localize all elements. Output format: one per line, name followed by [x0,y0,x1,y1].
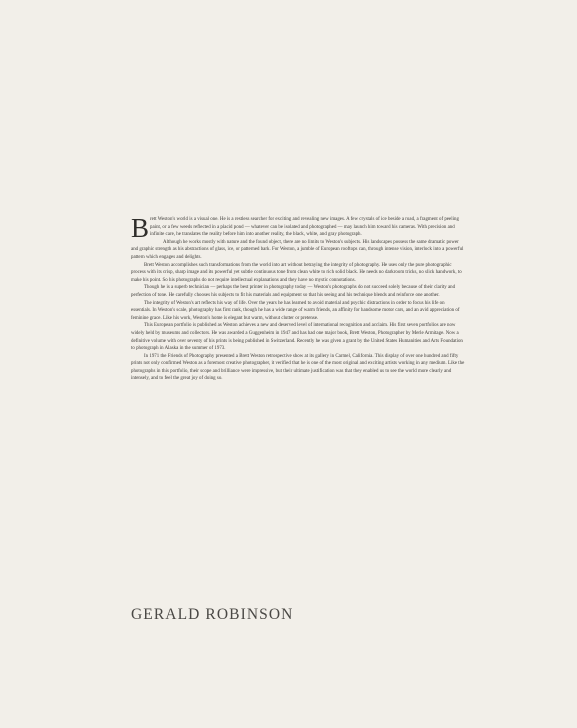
essay-paragraph-7: In 1971 the Friends of Photography presented a Brett Weston retrospective show at its gallery in Carmel, California. This display of over one hundred and fifty prints not only confirmed Weston as a foremost creative photographer, it verified that he is one of the most original and exciting artists working in any medium. Like the photographs in this portfolio, their scope and brilliance were impressive, but their ultimate justification was that they enabled us to see the world more clearly and intensely, and to feel the great joy of doing so. [131,353,465,382]
essay-paragraph-5: The integrity of Weston's art reflects his way of life. Over the years he has learned to avoid material and psychic distractions in order to focus his life on essentials. In Weston's scale, photography has first rank, though he has a wide range of warm friends, an affinity for handsome motor cars, and an avid appreciation of feminine grace. Like his work, Weston's home is elegant but warm, without clutter or pretense. [131,300,460,321]
essay-paragraph-1 [131,213,465,243]
essay-paragraph-3: Brett Weston accomplishes such transformations from the world into art without betraying the integrity of photography. He uses only the pure photographic process with its crisp, sharp image and its powerful yet subtle continuous tone from clean white to rich solid black. He needs no darkroom tricks, no slick handwork, to make his point. So his photographs do not require intellectual explanations and they have no mystic connotations. [131,262,462,283]
essay-paragraph-4: Though he is a superb technician — perhaps the best printer in photography today — Weston's photographs do not succeed solely because of their clarity and perfection of tone. He carefully chooses his subjects to fit his materials and equipment so that his seeing and his technique blends and reinforce one another. [131,285,456,298]
drop-cap: B [131,213,150,243]
essay-paragraph-1-text: rett Weston's world is a visual one. He is a restless searcher for exciting and revealing new images. A few crystals of ice beside a road, a fragment of peeling paint, or a few weeds reflected in a placid pond — whatever can be isolated and photographed — may launch him toward his cameras. With precision and infinite care, he translates the reality before him into another reality, the black, white, and gray photograph. [150,217,459,238]
essay-text [131,213,465,383]
essay-paragraph-6: This European portfolio is published as Weston achieves a new and deserved level of international recognition and acclaim. His first seven portfolios are now widely held by museums and collectors. He was awarded a Guggenheim in 1947 and has had one major book, Brett Weston, Photographer by Merle Armitage. Now a definitive volume with over seventy of his prints is being published in Switzerland. Recently he was given a grant by the United States Humanities and Arts Foundation to photograph in Alaska in the summer of 1973. [131,323,463,352]
author-signature: GERALD ROBINSON [131,606,294,623]
essay-paragraph-2: Although he works mostly with nature and the found object, there are no limits to Weston's subjects. His landscapes possess the same dramatic power and graphic strength as his abstractions of glass, ice, or patterned bark. For Weston, a jumble of European rooftops can, through intense vision, interlock into a powerful pattern which engages and delights. [131,239,464,260]
